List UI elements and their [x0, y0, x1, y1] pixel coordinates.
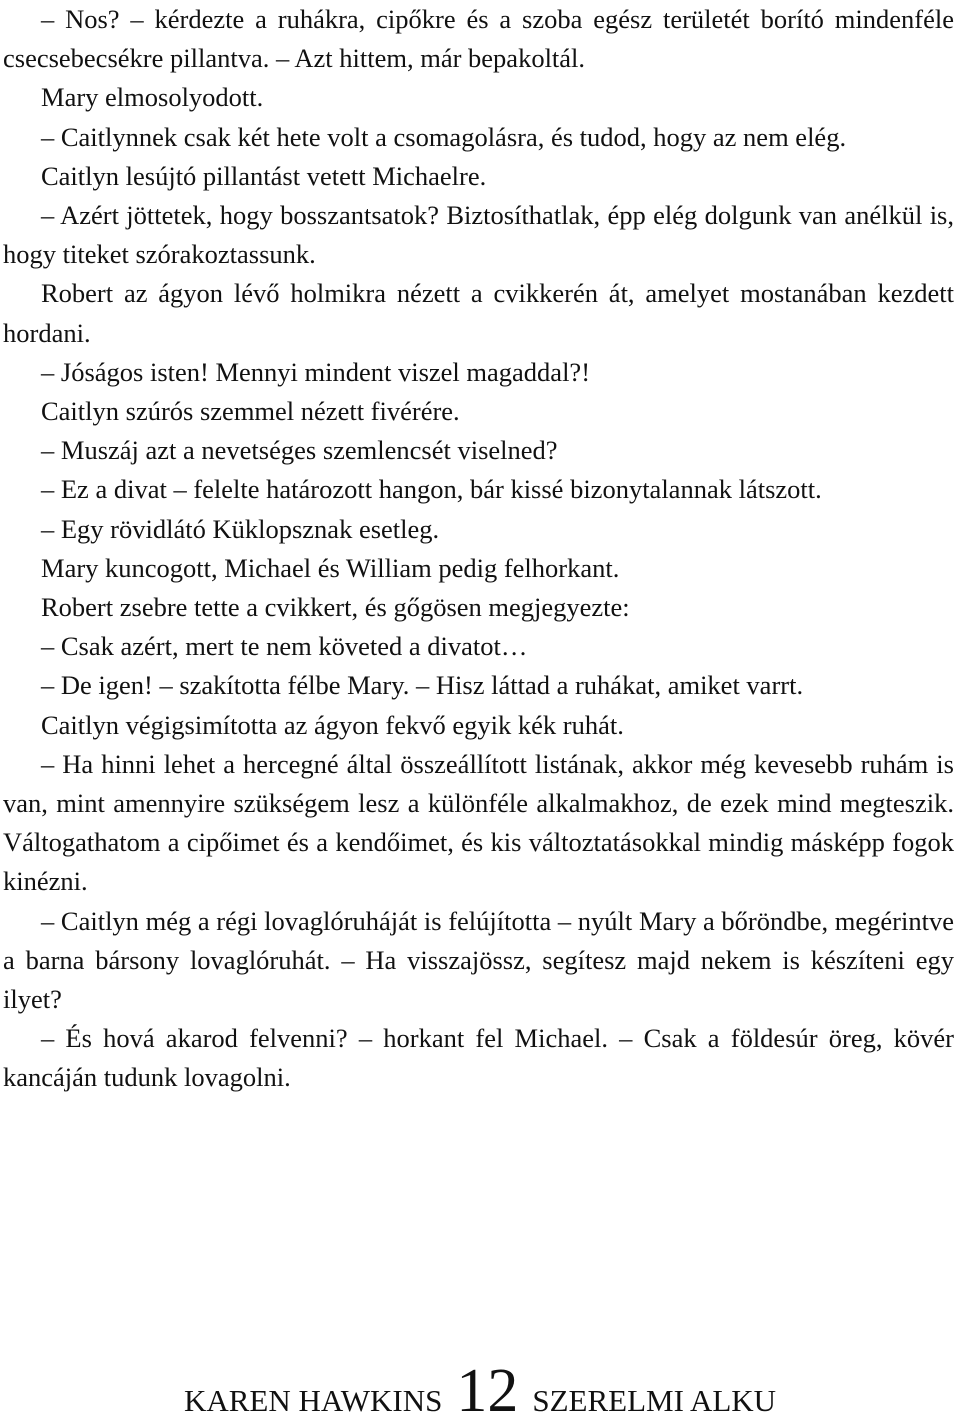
- footer-book-title: SZERELMI ALKU: [532, 1383, 777, 1418]
- paragraph: – Csak azért, mert te nem követed a divatot…: [41, 631, 528, 662]
- paragraph: Robert az ágyon lévő holmikra nézett a cvikkerén át, amelyet mostanában kezdett hordani.: [3, 278, 954, 348]
- paragraph: – Egy rövidlátó Küklopsznak esetleg.: [41, 513, 440, 544]
- paragraph: – Caitlyn még a régi lovaglóruháját is felújította – nyúlt Mary a bőröndbe, megérintve a barna bársony lovaglóruhát. – Ha visszajössz, segítesz majd nekem is készíteni egy ilyet?: [3, 905, 954, 1015]
- paragraph: – Muszáj azt a nevetséges szemlencsét viselned?: [41, 435, 558, 466]
- paragraph: Mary elmosolyodott.: [41, 82, 264, 113]
- paragraph: Mary kuncogott, Michael és William pedig felhorkant.: [41, 552, 620, 583]
- paragraph: – És hová akarod felvenni? – horkant fel Michael. – Csak a földesúr öreg, kövér kancáján tudunk lovagolni.: [3, 1023, 954, 1093]
- paragraph: – Ez a divat – felelte határozott hangon, bár kissé bizonytalannak látszott.: [41, 474, 822, 505]
- paragraph: Robert zsebre tette a cvikkert, és gőgösen megjegyezte:: [41, 592, 630, 623]
- page-body: [3, 0, 954, 1098]
- paragraph: – Ha hinni lehet a hercegné által összeállított listának, akkor még kevesebb ruhám is van, mint amennyire szükségem lesz a különféle alkalmakhoz, de ezek mind megteszik. Váltogathatom a cipőimet és a kendőimet, és kis változtatásokkal mindig másképp fogok kinézni.: [3, 748, 954, 897]
- page-footer: [0, 1357, 960, 1425]
- paragraph: – Jóságos isten! Mennyi mindent viszel magaddal?!: [41, 356, 591, 387]
- paragraph: Caitlyn végigsimította az ágyon fekvő egyik kék ruhát.: [41, 709, 624, 740]
- paragraph: Caitlyn lesújtó pillantást vetett Michaelre.: [41, 160, 487, 191]
- paragraph: – Caitlynnek csak két hete volt a csomagolásra, és tudod, hogy az nem elég.: [41, 121, 847, 152]
- paragraph: – Azért jöttetek, hogy bosszantsatok? Biztosíthatlak, épp elég dolgunk van anélkül is, hogy titeket szórakoztassunk.: [3, 200, 954, 270]
- paragraph: – Nos? – kérdezte a ruhákra, cipőkre és a szoba egész területét borító mindenféle csecsebecsékre pillantva. – Azt hittem, már bepakoltál.: [3, 4, 954, 74]
- footer-author: KAREN HAWKINS: [183, 1383, 443, 1418]
- page-number: 12: [456, 1357, 519, 1425]
- paragraph: Caitlyn szúrós szemmel nézett fivérére.: [41, 396, 460, 427]
- paragraph: – De igen! – szakította félbe Mary. – Hisz láttad a ruhákat, amiket varrt.: [41, 670, 804, 701]
